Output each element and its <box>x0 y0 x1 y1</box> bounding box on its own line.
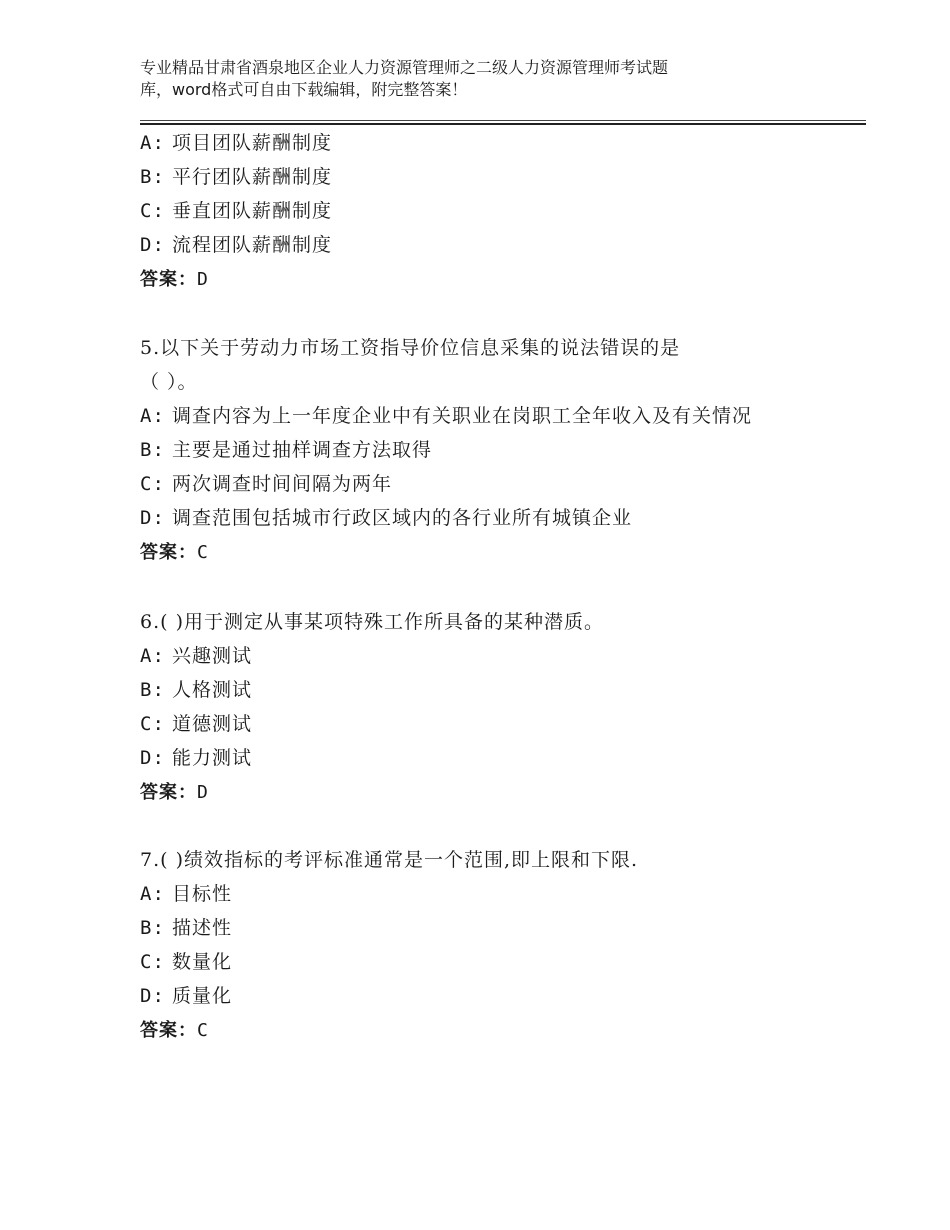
q6-stem: 6.( )用于测定从事某项特殊工作所具备的某种潜质。 <box>140 611 604 633</box>
q5-stem-continued: （ ）。 <box>140 371 198 393</box>
q5-option-d: D: 调查范围包括城市行政区域内的各行业所有城镇企业 <box>140 507 632 529</box>
q5-option-b: B: 主要是通过抽样调查方法取得 <box>140 439 432 461</box>
q4-option-c: C: 垂直团队薪酬制度 <box>140 200 332 222</box>
header-divider-thick <box>140 123 866 125</box>
q7-option-b: B: 描述性 <box>140 917 232 939</box>
q7-option-c: C: 数量化 <box>140 951 232 973</box>
q5-option-c: C: 两次调查时间间隔为两年 <box>140 473 392 495</box>
q5-option-a: A: 调查内容为上一年度企业中有关职业在岗职工全年收入及有关情况 <box>140 405 752 427</box>
header-divider-thin <box>140 120 866 121</box>
q7-answer: 答案：C <box>140 1020 209 1041</box>
q4-option-d: D: 流程团队薪酬制度 <box>140 234 332 256</box>
q7-stem: 7.( )绩效指标的考评标准通常是一个范围,即上限和下限. <box>140 849 639 871</box>
header-line-2: 库，word格式可自由下载编辑，附完整答案！ <box>140 80 468 99</box>
q7-option-a: A: 目标性 <box>140 883 232 905</box>
q6-option-b: B: 人格测试 <box>140 679 252 701</box>
q6-option-a: A: 兴趣测试 <box>140 645 252 667</box>
q4-option-a: A: 项目团队薪酬制度 <box>140 132 332 154</box>
q5-stem: 5.以下关于劳动力市场工资指导价位信息采集的说法错误的是 <box>140 337 681 359</box>
q7-option-d: D: 质量化 <box>140 985 232 1007</box>
q4-option-b: B: 平行团队薪酬制度 <box>140 166 332 188</box>
header-line-1: 专业精品甘肃省酒泉地区企业人力资源管理师之二级人力资源管理师考试题 <box>140 58 669 77</box>
document-header <box>140 57 780 101</box>
q5-answer: 答案：C <box>140 542 209 563</box>
q4-answer: 答案：D <box>140 269 209 290</box>
q6-option-d: D: 能力测试 <box>140 747 252 769</box>
q6-answer: 答案：D <box>140 782 209 803</box>
q6-option-c: C: 道德测试 <box>140 713 252 735</box>
